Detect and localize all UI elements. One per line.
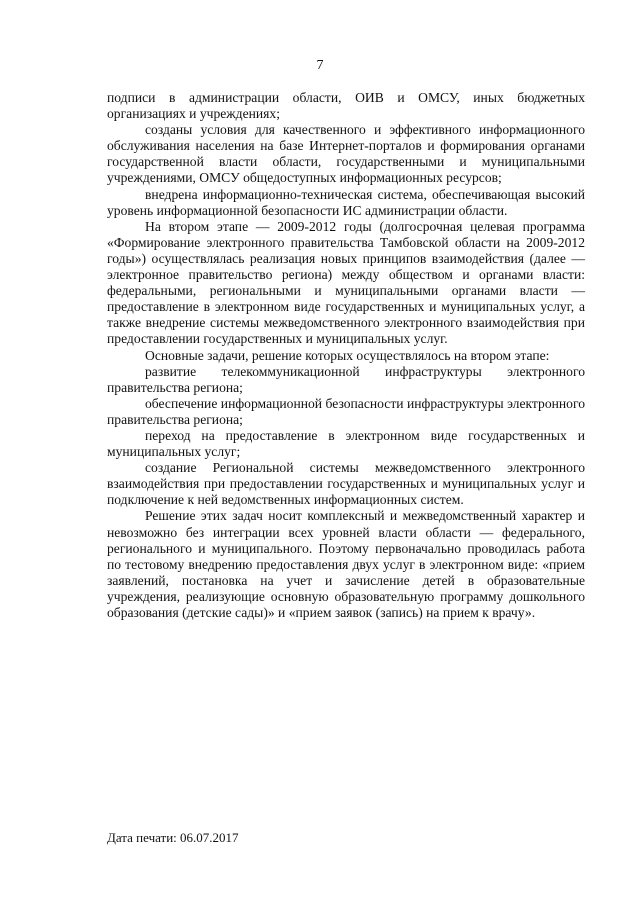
paragraph-8: переход на предоставление в электронном виде государственных и муниципальных услуг;: [107, 427, 585, 460]
paragraph-5: Основные задачи, решение которых осуществлялось на втором этапе:: [145, 347, 550, 363]
paragraph-3: внедрена информационно-техническая система, обеспечивающая высокий уровень информационной безопасности ИС администрации области.: [107, 186, 585, 218]
paragraph-10: Решение этих задач носит комплексный и межведомственный характер и невозможно без интеграции всех уровней власти области — федерального, регионального и муниципального. Поэтому первоначально проводилась работа по тестовому внедрению предоставления двух услуг в электронном виде: «прием заявлений, постановка на учет и зачисление детей в образовательные учреждения, реализующие основную образовательную программу дошкольного образования (детские сады)» и «прием заявок (запись) на прием к врачу».: [107, 508, 585, 620]
paragraph-6: развитие телекоммуникационной инфраструктуры электронного правительства региона;: [107, 363, 585, 395]
page-number: 7: [316, 58, 324, 73]
print-date: Дата печати: 06.07.2017: [107, 830, 239, 845]
paragraph-4: На втором этапе — 2009-2012 годы (долгосрочная целевая программа «Формирование электронного правительства Тамбовской области на 2009-2012 годы») осуществлялась реализация новых принципов взаимодействия (далее — электронное правительство региона) между обществом и органами власти: федеральными, региональными и муниципальными органами власти — предоставление в электронном виде государственных и муниципальных услуг, а также внедрение системы межведомственного электронного взаимодействия при предоставлении государственных и муниципальных услуг.: [107, 218, 585, 347]
document-body: [107, 90, 585, 621]
paragraph-2: созданы условия для качественного и эффективного информационного обслуживания населения на базе Интернет-порталов и формирования органами государственной власти области, государственными и муниципальными учреждениями, ОМСУ общедоступных информационных ресурсов;: [107, 122, 585, 186]
paragraph-1: подписи в администрации области, ОИВ и ОМСУ, иных бюджетных организациях и учреждениях;: [107, 90, 585, 122]
paragraph-7: обеспечение информационной безопасности инфраструктуры электронного правительства региона;: [107, 395, 585, 427]
paragraph-9: создание Региональной системы межведомственного электронного взаимодействия при предоставлении государственных и муниципальных услуг и подключение к ней ведомственных информационных систем.: [107, 460, 585, 508]
